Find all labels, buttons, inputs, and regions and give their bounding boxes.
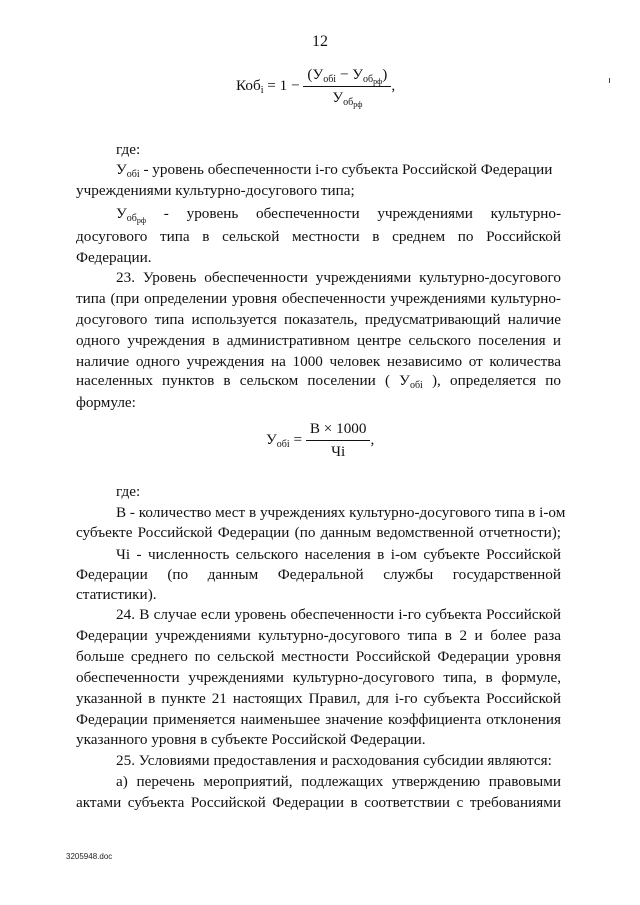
definition-chi-line-1: Чi - численность сельского населения в i-ом субъекте Российской <box>116 546 561 563</box>
paragraph-23-line-2: типа (при определении уровня обеспеченности учреждениями культурно- <box>76 290 561 307</box>
paragraph-23-line-7: формуле: <box>76 394 136 411</box>
formula-u-obi-numerator: B × 1000 <box>306 420 371 441</box>
paragraph-23-line-4: одного учреждения в административном центре сельского поселения и <box>76 332 561 349</box>
definition-u-obrf-cont2: Федерации. <box>76 249 152 266</box>
paragraph-23-line-6: населенных пунктов в сельском поселении ( $У_{обi}$ ), определяется по <box>76 372 562 391</box>
formula-kob-numerator: $(У_{обi} - У_{об_{рф}})$ <box>303 66 391 87</box>
definition-chi-line-2: Федерации (по данным Федеральной службы государственной <box>76 566 561 583</box>
definition-u-obi-cont: учреждениями культурно-досугового типа; <box>76 182 355 199</box>
definition-chi-line-3: статистики). <box>76 586 157 603</box>
document-filename-footer: 3205948.doc <box>66 852 113 861</box>
formula-u-obi: $У_{обi}$ = $\frac{B \times 1000}{Чi}$ , <box>266 420 375 460</box>
page-number: 12 <box>312 33 328 50</box>
paragraph-23-line-3: досугового типа используется показатель, предусматривающий наличие <box>76 311 561 328</box>
paragraph-23-line-5: наличие одного учреждения на 1000 человек независимо от количества <box>76 353 561 370</box>
margin-tick-mark <box>609 78 610 83</box>
definition-b-line-2: субъекте Российской Федерации (по данным ведомственной отчетности); <box>76 524 561 541</box>
formula-u-obi-fraction <box>306 420 371 461</box>
paragraph-24-line-1: 24. В случае если уровень обеспеченности i-го субъекта Российской <box>116 606 561 623</box>
where-label-2: где: <box>116 483 141 500</box>
formula-kob-lhs: Коб$_i$ = 1 − <box>236 76 304 96</box>
paragraph-24-line-6: Федерации применяется наименьшее значение коэффициента отклонения <box>76 711 561 728</box>
where-label-1: где: <box>116 141 141 158</box>
definition-b-line-1: В - количество мест в учреждениях культурно-досугового типа в i-ом <box>116 504 566 521</box>
paragraph-24-line-3: больше среднего по сельской местности Российской Федерации уровня <box>76 648 561 665</box>
paragraph-25a-line-1: а) перечень мероприятий, подлежащих утверждению правовыми <box>116 773 561 790</box>
formula-kob-denominator: $У_{об_{рф}}$ <box>332 89 363 109</box>
formula-kob: Коб$_i$ = 1 − $\frac{(У_{обi} - У_{об_{рф}})}{У_{об_{рф}}}$ , <box>236 66 396 109</box>
paragraph-25a-line-2: актами субъекта Российской Федерации в соответствии с требованиями <box>76 794 561 811</box>
paragraph-24-line-2: Федерации учреждениями культурно-досугового типа в 2 и более раза <box>76 627 561 644</box>
definition-u-obi: $У_{обi}$ - уровень обеспеченности i-го субъекта Российской Федерации <box>116 161 553 180</box>
paragraph-23-line-1: 23. Уровень обеспеченности учреждениями культурно-досугового <box>116 269 561 286</box>
paragraph-24-line-7: указанного уровня в субъекте Российской Федерации. <box>76 731 426 748</box>
formula-u-obi-lhs: $У_{обi}$ = <box>266 430 306 450</box>
definition-u-obrf-cont: досугового типа в сельской местности в среднем по Российской <box>76 228 561 245</box>
paragraph-25-line-1: 25. Условиями предоставления и расходования субсидии являются: <box>116 752 552 769</box>
definition-u-obrf: $У_{об_{рф}}$ - уровень обеспеченности учреждениями культурно- <box>116 205 561 225</box>
formula-kob-fraction <box>303 66 391 107</box>
paragraph-24-line-5: указанной в пункте 21 настоящих Правил, для i-го субъекта Российской <box>76 690 561 707</box>
formula-u-obi-denominator: Чi <box>331 443 346 460</box>
paragraph-24-line-4: обеспеченности учреждениями культурно-досугового типа, в формуле, <box>76 669 561 686</box>
